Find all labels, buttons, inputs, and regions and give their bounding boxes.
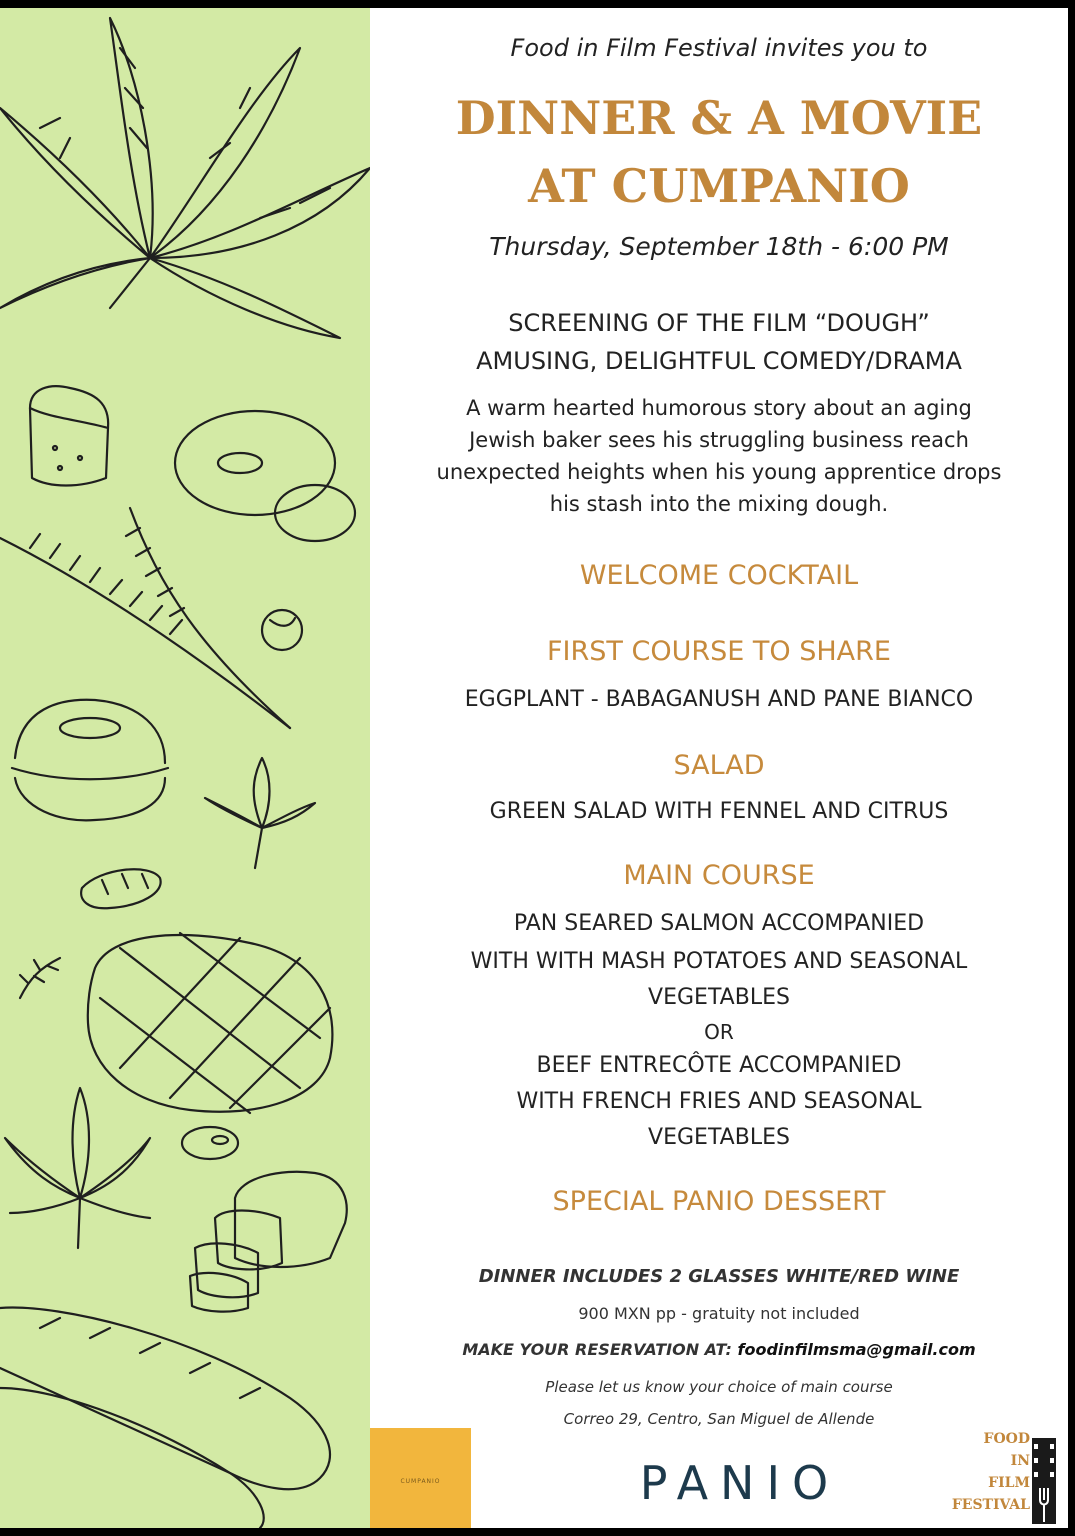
first-course-item: EGGPLANT - BABAGANUSH AND PANE BIANCO bbox=[464, 687, 974, 712]
film-description-line: A warm hearted humorous story about an aging bbox=[466, 396, 972, 420]
invitation-intro: Food in Film Festival invites you to bbox=[510, 34, 928, 62]
bread-loaf-icon bbox=[88, 933, 333, 1113]
film-description-line: his stash into the mixing dough. bbox=[549, 492, 889, 516]
event-title-line2: AT CUMPANIO bbox=[528, 159, 910, 213]
fiff-logo-line: FESTIVAL bbox=[951, 1497, 1030, 1513]
baguette-icon bbox=[81, 869, 161, 908]
fiff-logo-line: FOOD bbox=[983, 1431, 1030, 1447]
salad-item: GREEN SALAD WITH FENNEL AND CITRUS bbox=[489, 799, 949, 824]
reservation-line bbox=[370, 1340, 1068, 1359]
film-fork-icon bbox=[1030, 1438, 1058, 1524]
cumpanio-logo-text: CUMPANIO bbox=[400, 1478, 441, 1485]
cumpanio-logo bbox=[370, 1428, 471, 1528]
main-course-line: WITH FRENCH FRIES AND SEASONAL bbox=[516, 1089, 922, 1114]
wheat-icon bbox=[0, 508, 290, 728]
main-course-line: PAN SEARED SALMON ACCOMPANIED bbox=[513, 911, 925, 936]
event-title-line1: DINNER & A MOVIE bbox=[455, 91, 983, 145]
reservation-email[interactable]: foodinfilmsma@gmail.com bbox=[737, 1340, 976, 1359]
baguette-icon bbox=[0, 1308, 330, 1528]
panio-logo: PANIO bbox=[639, 1456, 841, 1510]
main-course-or: OR bbox=[704, 1020, 734, 1044]
croissant-icon bbox=[262, 610, 302, 650]
dessert-heading: SPECIAL PANIO DESSERT bbox=[552, 1186, 886, 1217]
screening-genre: AMUSING, DELIGHTFUL COMEDY/DRAMA bbox=[476, 347, 962, 375]
bagel-icon bbox=[182, 1127, 238, 1159]
reservation-label: MAKE YOUR RESERVATION AT: bbox=[462, 1340, 732, 1359]
address: Correo 29, Centro, San Miguel de Allende bbox=[563, 1410, 875, 1428]
main-course-heading: MAIN COURSE bbox=[623, 860, 815, 891]
main-course-line: VEGETABLES bbox=[648, 1125, 790, 1150]
fiff-logo-line: FILM bbox=[988, 1475, 1030, 1491]
choice-note: Please let us know your choice of main course bbox=[545, 1378, 893, 1396]
salad-heading: SALAD bbox=[673, 750, 765, 781]
welcome-cocktail-heading: WELCOME COCKTAIL bbox=[579, 560, 859, 591]
sliced-bread-icon bbox=[190, 1172, 347, 1312]
film-description-line: Jewish baker sees his struggling business reach bbox=[469, 428, 969, 452]
sandwich-icon bbox=[12, 700, 168, 821]
fiff-logo bbox=[940, 1428, 1030, 1516]
main-course-line: WITH WITH MASH POTATOES AND SEASONAL bbox=[470, 949, 968, 974]
cannabis-leaf-icon bbox=[5, 1088, 150, 1248]
wine-note: DINNER INCLUDES 2 GLASSES WHITE/RED WINE bbox=[478, 1266, 960, 1287]
flyer-content bbox=[370, 8, 1068, 1528]
main-course-line: BEEF ENTRECÔTE ACCOMPANIED bbox=[536, 1053, 902, 1078]
fiff-logo-line: IN bbox=[1010, 1453, 1030, 1469]
flyer-page bbox=[0, 8, 1068, 1528]
screening-title: SCREENING OF THE FILM “DOUGH” bbox=[508, 309, 930, 337]
wheat-icon bbox=[20, 958, 60, 998]
cannabis-leaf-icon bbox=[0, 18, 370, 338]
cannabis-leaf-icon bbox=[205, 758, 315, 868]
film-description-line: unexpected heights when his young apprentice drops bbox=[436, 460, 1002, 484]
event-date: Thursday, September 18th - 6:00 PM bbox=[489, 232, 949, 261]
main-course-line: VEGETABLES bbox=[648, 985, 790, 1010]
bread-loaf-icon bbox=[30, 386, 108, 485]
bagel-icon bbox=[175, 411, 355, 541]
price-note: 900 MXN pp - gratuity not included bbox=[578, 1304, 860, 1323]
illustration-panel bbox=[0, 8, 370, 1528]
first-course-heading: FIRST COURSE TO SHARE bbox=[547, 636, 891, 667]
